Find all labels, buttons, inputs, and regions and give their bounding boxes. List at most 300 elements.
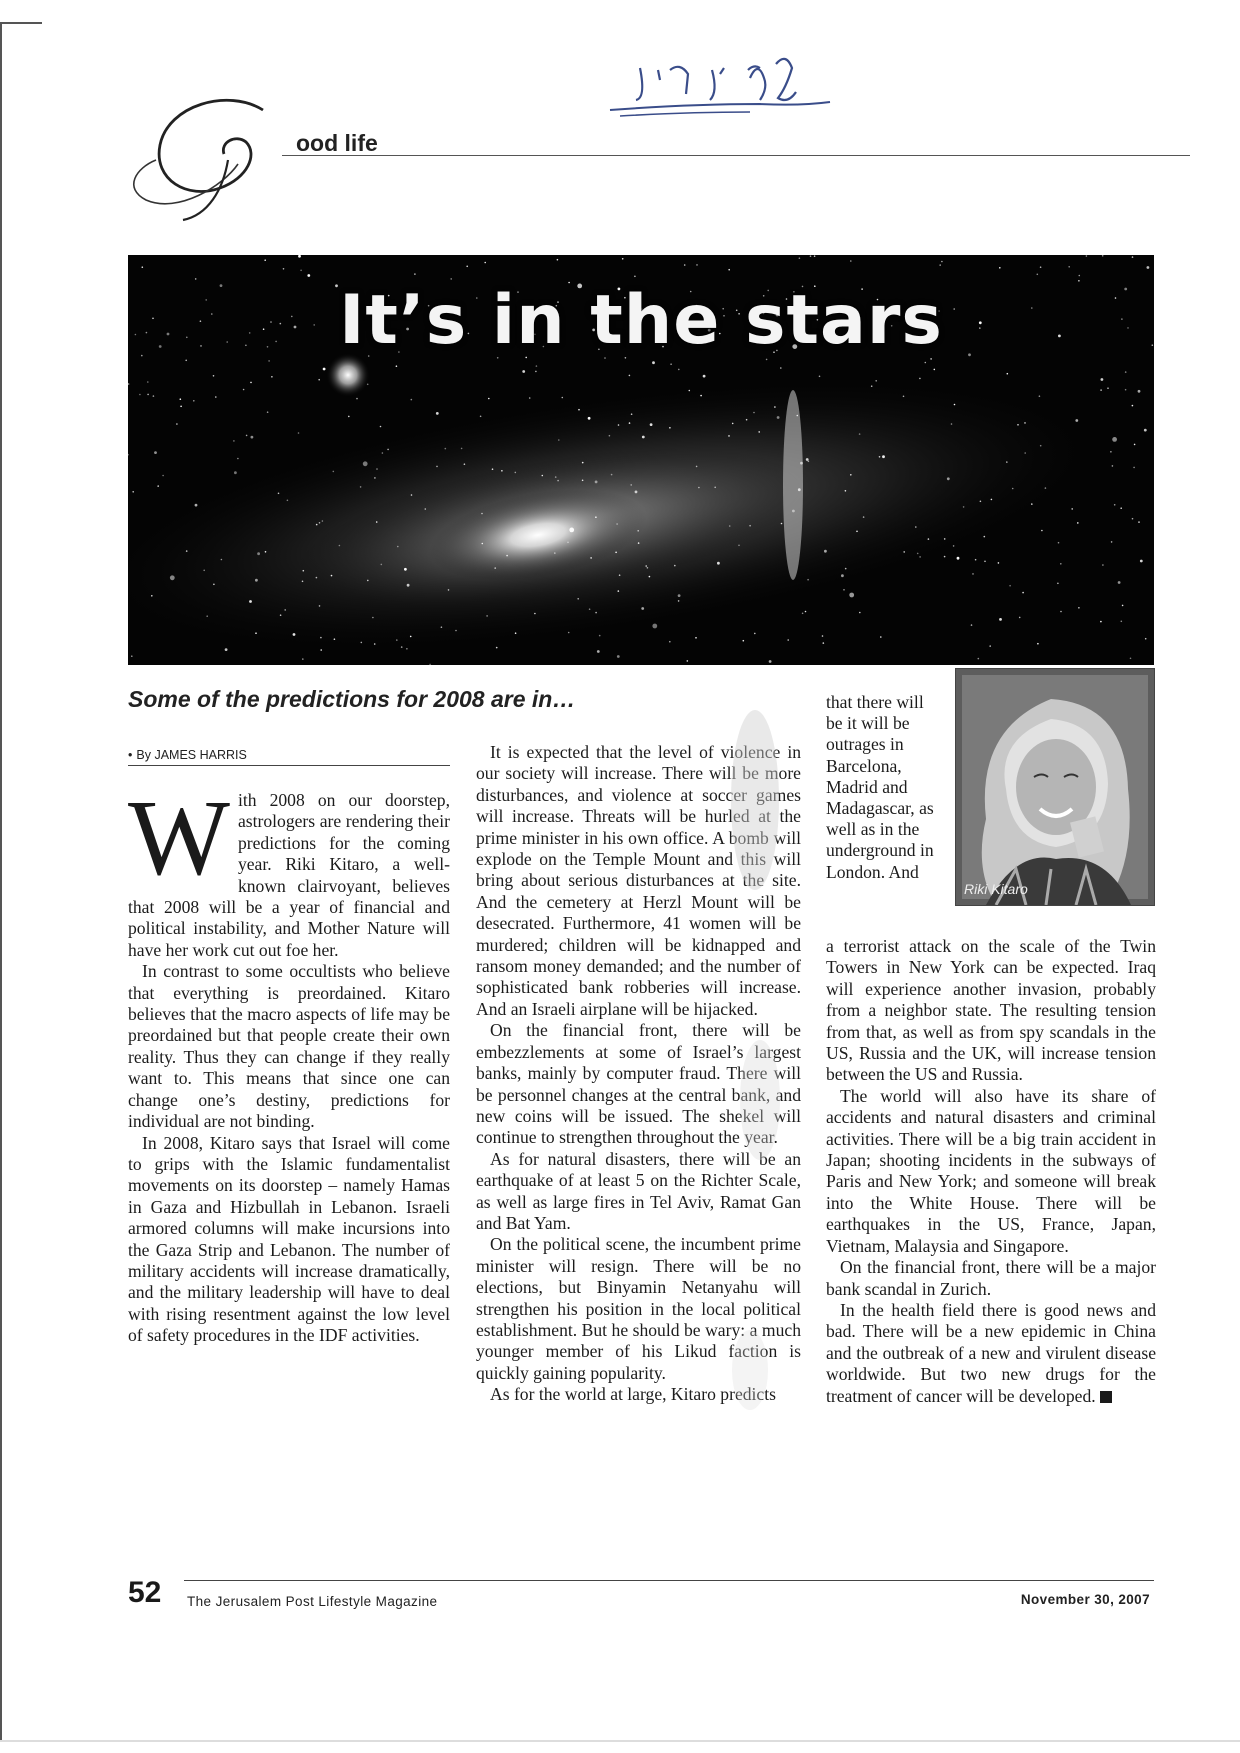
star xyxy=(1079,275,1081,277)
star xyxy=(619,574,621,576)
star xyxy=(233,440,235,442)
star xyxy=(695,637,697,639)
star xyxy=(255,579,258,582)
star xyxy=(753,412,755,414)
star xyxy=(595,612,597,614)
end-of-article-mark xyxy=(1100,1391,1112,1403)
star xyxy=(436,412,439,415)
star xyxy=(488,398,490,400)
star xyxy=(1112,465,1114,467)
star xyxy=(971,624,973,626)
star xyxy=(669,427,671,429)
star xyxy=(284,609,286,611)
star xyxy=(132,491,134,493)
star xyxy=(557,259,559,261)
star xyxy=(1075,419,1078,422)
star xyxy=(333,471,335,473)
star xyxy=(380,426,382,428)
star xyxy=(1125,371,1127,373)
star xyxy=(249,600,252,603)
star xyxy=(850,260,852,262)
star xyxy=(849,593,854,598)
star xyxy=(777,416,780,419)
star xyxy=(728,435,730,437)
star xyxy=(568,632,570,634)
star xyxy=(597,650,600,653)
star xyxy=(919,556,921,558)
article-paragraph: On the financial front, there will be a major bank scandal in Zurich. xyxy=(826,1257,1156,1299)
star xyxy=(951,423,953,425)
star xyxy=(941,261,943,263)
star xyxy=(1132,518,1134,520)
star xyxy=(361,642,363,644)
star xyxy=(972,573,974,575)
star xyxy=(814,255,816,257)
star xyxy=(758,431,760,433)
star xyxy=(728,269,730,271)
star xyxy=(1132,405,1134,407)
star xyxy=(582,480,584,482)
star xyxy=(1112,437,1117,442)
star xyxy=(880,636,882,638)
star xyxy=(506,555,508,557)
star xyxy=(1031,503,1033,505)
star xyxy=(841,574,844,577)
star xyxy=(1107,387,1109,389)
article-column-2 xyxy=(476,742,801,1406)
article-paragraph: In contrast to some occultists who believe that everything is preordained. Kitaro believes that the macro aspects of life may be preordained but that people create their own reality. Thus they can change if they really want to. This means that since one can change one’s destiny, predictions for individual are not binding. xyxy=(128,961,450,1132)
star xyxy=(856,531,858,533)
star xyxy=(293,633,296,636)
star xyxy=(348,416,350,418)
star xyxy=(455,630,457,632)
star xyxy=(1134,444,1136,446)
star xyxy=(1060,611,1062,613)
star xyxy=(875,380,877,382)
star xyxy=(522,370,525,373)
star xyxy=(799,257,801,259)
star xyxy=(980,501,982,503)
star xyxy=(919,378,921,380)
star xyxy=(396,365,398,367)
star xyxy=(464,463,466,465)
star xyxy=(363,461,368,466)
star xyxy=(501,470,503,472)
section-label: ood life xyxy=(296,130,378,156)
star xyxy=(322,520,324,522)
scan-bottom-edge xyxy=(0,1740,1240,1742)
star xyxy=(374,477,376,479)
star xyxy=(802,613,804,615)
star xyxy=(372,617,374,619)
star xyxy=(215,396,217,398)
star xyxy=(1040,445,1042,447)
star xyxy=(687,660,689,662)
star xyxy=(406,648,408,650)
star xyxy=(1147,266,1150,269)
article-paragraph: On the financial front, there will be embezzlements at some of Israel’s largest banks, mainly by computer fraud. There will be personnel changes at the central bank, and new coins will be issued. The shekel will continue to strengthen throughout the year. xyxy=(476,1020,801,1148)
star xyxy=(871,385,873,387)
article-paragraph xyxy=(826,1300,1156,1407)
star xyxy=(645,565,647,567)
star xyxy=(482,543,484,545)
star xyxy=(131,655,133,657)
star xyxy=(769,660,772,663)
star xyxy=(271,376,273,378)
star xyxy=(180,398,182,400)
star xyxy=(637,530,639,532)
star xyxy=(674,565,676,567)
star xyxy=(1024,422,1026,424)
star xyxy=(278,493,280,495)
star xyxy=(729,525,731,527)
star xyxy=(367,384,369,386)
star xyxy=(649,576,651,578)
byline xyxy=(128,748,450,766)
star xyxy=(1102,564,1104,566)
star xyxy=(396,639,398,641)
star xyxy=(376,468,378,470)
star xyxy=(678,600,680,602)
star xyxy=(1140,560,1143,563)
article-paragraph: a terrorist attack on the scale of the Twin Towers in New York can be expected. Iraq will experience another invasion, probably from a neighbor state. The resulting tension from that, as well as from spy scandals in the US, Russia and the UK, will increase tension between the US and Russia. xyxy=(826,936,1156,1085)
star xyxy=(1077,522,1079,524)
star xyxy=(1100,621,1102,623)
star xyxy=(480,416,482,418)
star xyxy=(582,462,584,464)
star xyxy=(1110,451,1112,453)
star xyxy=(287,500,289,502)
star xyxy=(807,579,809,581)
star xyxy=(318,379,320,381)
star xyxy=(963,506,965,508)
star xyxy=(257,552,260,555)
star xyxy=(303,570,305,572)
star xyxy=(1024,452,1026,454)
star xyxy=(859,433,861,435)
star xyxy=(732,423,734,425)
article-subtitle: Some of the predictions for 2008 are in… xyxy=(128,686,576,712)
star xyxy=(407,584,410,587)
star xyxy=(1101,378,1104,381)
star xyxy=(316,577,318,579)
star xyxy=(577,598,579,600)
article-paragraph xyxy=(128,779,450,961)
star xyxy=(481,513,483,515)
star xyxy=(569,528,574,533)
star xyxy=(558,439,560,441)
star xyxy=(264,259,266,261)
article-column-3 xyxy=(826,936,1156,1407)
star xyxy=(387,449,389,451)
star xyxy=(700,395,702,397)
footer-rule xyxy=(184,1580,1154,1581)
star xyxy=(618,590,620,592)
star xyxy=(652,361,655,364)
star xyxy=(268,360,270,362)
star xyxy=(374,643,376,645)
star xyxy=(689,390,691,392)
star xyxy=(774,406,776,408)
star xyxy=(567,542,569,544)
star xyxy=(1007,373,1009,375)
star xyxy=(1138,521,1140,523)
star xyxy=(334,638,336,640)
star xyxy=(147,381,149,383)
star xyxy=(991,499,993,501)
star xyxy=(1144,429,1147,432)
star xyxy=(515,472,517,474)
star xyxy=(139,394,141,396)
star xyxy=(186,550,188,552)
star xyxy=(629,422,631,424)
star xyxy=(678,369,680,371)
star xyxy=(647,567,649,569)
star xyxy=(381,564,383,566)
star xyxy=(302,658,304,660)
star xyxy=(461,448,463,450)
star xyxy=(1040,266,1042,268)
star xyxy=(903,396,905,398)
star xyxy=(944,556,946,558)
star xyxy=(850,474,852,476)
star xyxy=(302,581,304,583)
star xyxy=(609,435,611,437)
star xyxy=(154,451,157,454)
star xyxy=(999,267,1001,269)
star xyxy=(529,397,531,399)
star xyxy=(246,435,248,437)
star xyxy=(237,458,239,460)
star xyxy=(787,639,789,641)
star xyxy=(492,468,494,470)
byline-bullet: • xyxy=(128,748,133,762)
star xyxy=(595,516,597,518)
star xyxy=(1057,583,1059,585)
star xyxy=(1041,530,1043,532)
star xyxy=(298,432,300,434)
star xyxy=(307,274,310,277)
star xyxy=(819,376,821,378)
star xyxy=(1138,390,1141,393)
star xyxy=(879,456,881,458)
star xyxy=(975,559,977,561)
star xyxy=(234,471,237,474)
article-paragraph: As for the world at large, Kitaro predicts xyxy=(490,1384,776,1405)
star xyxy=(1086,255,1088,257)
star xyxy=(515,632,517,634)
star xyxy=(1078,607,1080,609)
star xyxy=(206,615,208,617)
star xyxy=(339,545,341,547)
star xyxy=(863,516,865,518)
star xyxy=(934,369,936,371)
star xyxy=(947,477,950,480)
star xyxy=(147,394,149,396)
star xyxy=(250,382,252,384)
star xyxy=(320,637,322,639)
star xyxy=(822,635,824,637)
star xyxy=(915,526,917,528)
star xyxy=(1068,266,1070,268)
star xyxy=(1071,508,1073,510)
star xyxy=(382,452,384,454)
star xyxy=(557,480,559,482)
star xyxy=(652,624,657,629)
page-corner-edge xyxy=(0,22,42,24)
star xyxy=(397,546,399,548)
star xyxy=(1037,274,1039,276)
article-paragraph: The world will also have its share of accidents and natural disasters and criminal activities. There will be a big train accident in Japan; shooting incidents in the subways of Paris and New York; and someone will break into the White House. There will be earthquakes in the US, France, Japan, Vietnam, Malaysia and Singapore. xyxy=(826,1085,1156,1256)
star xyxy=(1122,605,1124,607)
star xyxy=(466,266,468,268)
author-photo xyxy=(955,668,1155,906)
star xyxy=(494,567,496,569)
star xyxy=(213,584,215,586)
star xyxy=(806,458,809,461)
star xyxy=(195,504,198,507)
star xyxy=(441,626,443,628)
star xyxy=(319,522,321,524)
star xyxy=(176,423,178,425)
star xyxy=(153,395,155,397)
section-rule xyxy=(282,155,1190,156)
star xyxy=(331,575,333,577)
star xyxy=(616,523,618,525)
article-column-1 xyxy=(128,779,450,1347)
star xyxy=(617,655,620,658)
star xyxy=(882,455,885,458)
star xyxy=(984,561,986,563)
star xyxy=(450,278,452,280)
issue-date: November 30, 2007 xyxy=(1020,1592,1150,1607)
drop-cap: W xyxy=(128,779,230,898)
star xyxy=(283,268,285,270)
star xyxy=(781,523,783,525)
star xyxy=(360,486,362,488)
star xyxy=(1130,658,1132,660)
star xyxy=(484,262,486,264)
star xyxy=(410,636,412,638)
star xyxy=(1145,638,1147,640)
star xyxy=(746,419,748,421)
star xyxy=(754,633,756,635)
star xyxy=(411,399,413,401)
star xyxy=(631,413,633,415)
star xyxy=(1120,507,1122,509)
star xyxy=(684,264,686,266)
star xyxy=(554,552,556,554)
star xyxy=(590,557,592,559)
star xyxy=(998,562,1000,564)
star xyxy=(142,266,144,268)
star xyxy=(203,570,205,572)
star xyxy=(859,612,861,614)
star xyxy=(1006,461,1008,463)
star xyxy=(638,542,640,544)
star xyxy=(414,273,416,275)
article-paragraph: On the political scene, the incumbent prime minister will resign. There will be no elections, but Binyamin Netanyahu will strengthen his position in the local political establishment. But he should be wary: a much younger member of his Likud faction is quickly gaining popularity. xyxy=(476,1234,801,1383)
star xyxy=(1017,424,1019,426)
article-paragraph: In 2008, Kitaro says that Israel will come to grips with the Islamic fundamentalist movements on its doorstep – namely Hamas in Gaza and Hizbullah in Lebanon. Israeli armored columns will make incursions into the Gaza Strip and Lebanon. The number of military accidents will increase dramatically, and the military leadership will have to deal with rising resentment against the low level of safety procedures in the IDF activities. xyxy=(128,1132,450,1346)
star xyxy=(221,559,223,561)
star xyxy=(678,594,681,597)
star xyxy=(445,448,447,450)
star xyxy=(823,642,825,644)
star xyxy=(738,545,740,547)
star xyxy=(411,494,413,496)
star xyxy=(195,278,197,280)
star xyxy=(925,362,927,364)
star xyxy=(903,551,905,553)
star xyxy=(1060,563,1062,565)
star xyxy=(170,575,175,580)
star xyxy=(944,538,946,540)
star xyxy=(1114,504,1116,506)
star xyxy=(808,461,810,463)
star xyxy=(780,367,782,369)
hero-title: It’s in the stars xyxy=(339,281,943,360)
article-paragraph-text: ith 2008 on our doorstep, astrologers are rendering their predictions for the coming year. Riki Kitaro, a well-known clairvoyant, believes that 2008 will be a year of financial and political instability, and Mother Nature will have her work cut out foe her. xyxy=(128,790,450,960)
hero-image xyxy=(128,255,1154,665)
star xyxy=(749,525,751,527)
star xyxy=(634,276,636,278)
star xyxy=(542,475,544,477)
star xyxy=(928,538,930,540)
star xyxy=(978,658,980,660)
star xyxy=(595,481,598,484)
article-paragraph: As for natural disasters, there will be an earthquake of at least 5 on the Richter Scale, as well as large fires in Tel Aviv, Ramat Gan and Bat Yam. xyxy=(476,1148,801,1233)
star xyxy=(714,487,716,489)
star xyxy=(320,649,322,651)
star xyxy=(1009,585,1011,587)
star xyxy=(989,645,991,647)
star xyxy=(622,258,624,260)
star xyxy=(999,618,1002,621)
star xyxy=(743,640,745,642)
star xyxy=(193,400,195,402)
star xyxy=(800,462,803,465)
binding-edge xyxy=(0,22,2,1742)
star xyxy=(323,368,326,371)
star xyxy=(845,568,847,570)
star xyxy=(805,611,807,613)
byline-text: By JAMES HARRIS xyxy=(136,748,247,762)
star xyxy=(265,551,267,553)
star xyxy=(1102,255,1104,257)
star xyxy=(698,487,700,489)
star xyxy=(650,423,653,426)
star xyxy=(404,568,407,571)
star xyxy=(534,613,536,615)
star xyxy=(611,474,613,476)
star xyxy=(1058,542,1060,544)
star xyxy=(957,557,960,560)
star xyxy=(588,417,591,420)
star xyxy=(1039,395,1041,397)
portrait-image xyxy=(956,669,1154,905)
star xyxy=(642,436,645,439)
star xyxy=(255,632,257,634)
star xyxy=(917,553,919,555)
star xyxy=(225,648,228,651)
star xyxy=(1045,487,1047,489)
star xyxy=(1133,467,1135,469)
star xyxy=(810,255,812,257)
article-column-3-wrap: that there will be it will be outrages in Barcelona, Madrid and Madagascar, as well as in the underground in London. And xyxy=(826,692,934,882)
star xyxy=(367,580,369,582)
star xyxy=(1022,592,1024,594)
